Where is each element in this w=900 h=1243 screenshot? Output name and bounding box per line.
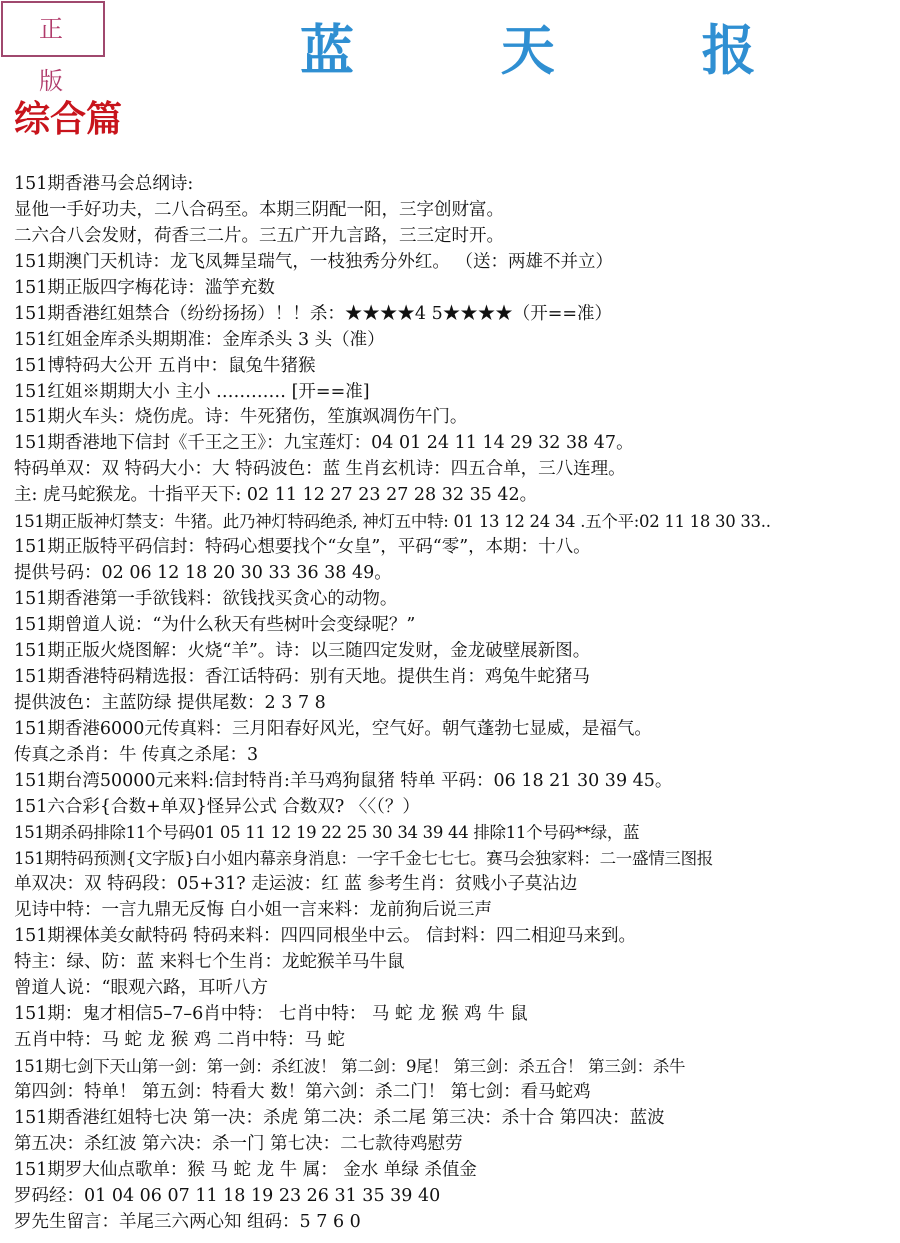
- text-line: 151期正版四字梅花诗：滥竽充数: [14, 277, 275, 298]
- text-line: 提供号码：02 06 12 18 20 30 33 36 38 49。: [14, 563, 392, 584]
- text-line: 151红姐※期期大小 主小 ………… [开==准]: [14, 381, 370, 402]
- text-line: 曾道人说：“眼观六路，耳听八方: [14, 978, 268, 999]
- text-line: 罗先生留言：羊尾三六两心知 组码：5 7 6 0: [14, 1211, 361, 1232]
- text-line: 151博特码大公开 五肖中：鼠兔牛猪猴: [14, 355, 316, 376]
- text-line: 传真之杀肖：牛 传真之杀尾：3: [14, 744, 259, 765]
- text-line: 151红姐金库杀头期期准：金库杀头 3 头（准）: [14, 329, 385, 350]
- text-line: 151期香港红姐禁合（纷纷扬扬）！！杀：★★★★4 5★★★★（开==准）: [14, 303, 613, 324]
- text-line: 151期七剑下天山第一剑：第一剑：杀红波！ 第二剑：9尾！ 第三剑：杀五合！ 第三剑：杀牛: [14, 1056, 686, 1076]
- text-line: 151期正版特平码信封：特码心想要找个“女皇”，平码“零”，本期：十八。: [14, 537, 591, 558]
- text-line: 151期台湾50000元来料:信封特肖:羊马鸡狗鼠猪 特单 平码：06 18 21 30 39 45。: [14, 770, 673, 791]
- text-line: 见诗中特：一言九鼎无反悔 白小姐一言来料：龙前狗后说三声: [14, 900, 493, 921]
- text-line: 151期：鬼才相信5–7–6肖中特： 七肖中特： 马 蛇 龙 猴 鸡 牛 鼠: [14, 1004, 528, 1024]
- text-line: 151期罗大仙点歌单：猴 马 蛇 龙 牛 属： 金水 单绿 杀值金: [14, 1159, 477, 1180]
- text-line: 151期杀码排除11个号码01 05 11 12 19 22 25 30 34 39 44 排除11个号码**绿，蓝: [14, 823, 640, 843]
- text-line: 特主：绿、防：蓝 来料七个生肖：龙蛇猴羊马牛鼠: [14, 952, 405, 973]
- text-line: 151期曾道人说：“为什么秋天有些树叶会变绿呢？”: [14, 614, 416, 635]
- edition-badge: 正 版: [1, 1, 105, 57]
- text-line: 151期香港红姐特七决 第一决：杀虎 第二决：杀二尾 第三决：杀十合 第四决：蓝波: [14, 1107, 665, 1128]
- text-line: 151期香港地下信封《千王之王》：九宝莲灯：04 01 24 11 14 29 32 38 47。: [14, 433, 634, 454]
- text-line: 特码单双：双 特码大小：大 特码波色：蓝 生肖玄机诗：四五合单，三八连理。: [14, 459, 626, 480]
- text-line: 提供波色：主蓝防绿 提供尾数：2 3 7 8: [14, 692, 326, 713]
- masthead-title: 蓝 天 报: [300, 18, 820, 82]
- text-line: 主: 虎马蛇猴龙。十指平天下: 02 11 12 27 23 27 28 32 35 42。: [14, 485, 538, 506]
- text-line: 151期香港马会总纲诗:: [14, 174, 194, 194]
- text-line: 151期特码预测{文字版}白小姐内幕亲身消息：一字千金七七七。赛马会独家料：二一盛情三图报: [14, 849, 713, 869]
- text-line: 151期正版神灯禁支：牛猪。此乃神灯特码绝杀, 神灯五中特: 01 13 12 24 34 .五个平:02 11 18 30 33..: [14, 512, 771, 532]
- text-line: 151期正版火烧图解：火烧“羊”。诗：以三随四定发财，金龙破壁展新图。: [14, 640, 591, 661]
- text-line: 151期香港特码精选报：香江话特码：别有天地。提供生肖：鸡兔牛蛇猪马: [14, 666, 590, 687]
- text-line: 151六合彩{合数+单双}怪异公式 合数双? 〈〈（？）: [14, 796, 420, 817]
- text-line: 罗码经：01 04 06 07 11 18 19 23 26 31 35 39 40: [14, 1185, 441, 1206]
- text-line: 五肖中特：马 蛇 龙 猴 鸡 二肖中特：马 蛇: [14, 1029, 345, 1050]
- section-title: 综合篇: [14, 98, 123, 140]
- text-line: 151期香港第一手欲钱料：欲钱找买贪心的动物。: [14, 589, 398, 609]
- text-line: 151期香港6000元传真料：三月阳春好风光，空气好。朝气蓬勃七显威，是福气。: [14, 718, 652, 739]
- text-line: 二六合八会发财，荷香三二片。三五广开九言路，三三定时开。: [14, 225, 504, 246]
- text-line: 第五决：杀红波 第六决：杀一门 第七决：二七款待鸡慰劳: [14, 1133, 463, 1154]
- text-line: 第四剑：特单！ 第五剑：特看大 数！第六剑：杀二门！ 第七剑：看马蛇鸡: [14, 1081, 591, 1102]
- content-lines: [14, 172, 900, 1235]
- text-line: 显他一手好功夫，二八合码至。本期三阴配一阳，三字创财富。: [14, 199, 504, 220]
- text-line: 151期裸体美女献特码 特码来料：四四同根坐中云。 信封料：四二相迎马来到。: [14, 926, 637, 947]
- text-line: 151期澳门天机诗：龙飞凤舞呈瑞气，一枝独秀分外红。 （送：两雄不并立）: [14, 251, 613, 272]
- text-line: 151期火车头：烧伤虎。诗：牛死猪伤，笙旗飒凋伤午门。: [14, 407, 468, 428]
- text-line: 单双决：双 特码段：05+31? 走运波：红 蓝 参考生肖：贫贱小子莫沾边: [14, 874, 578, 895]
